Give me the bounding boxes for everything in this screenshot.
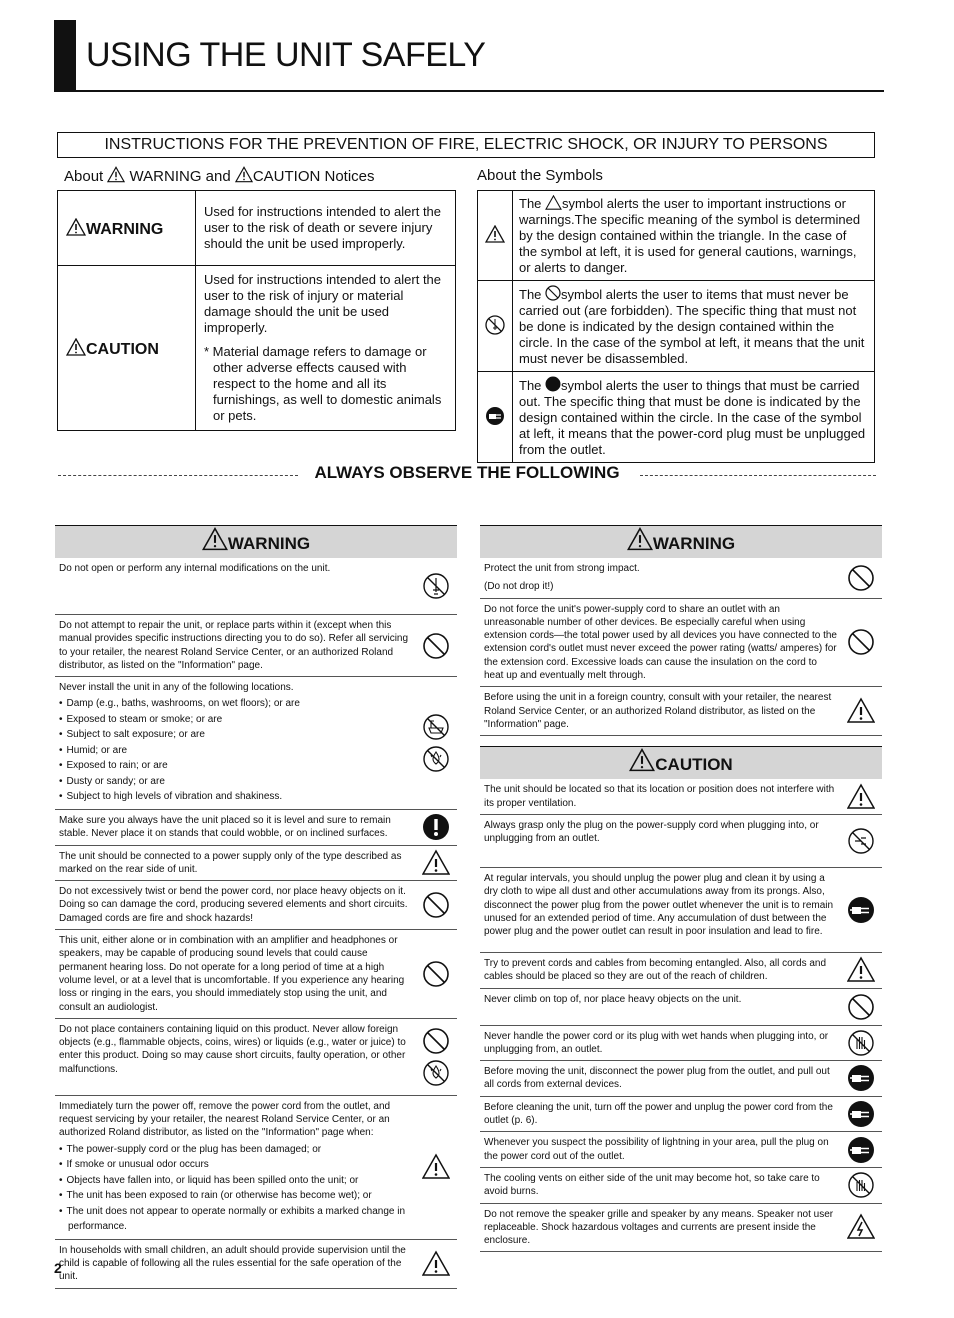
bullet-list: [59, 1142, 413, 1235]
safety-item: [480, 815, 882, 868]
safety-item-text: Never install the unit in any of the following locations.: [59, 682, 294, 694]
prohibit-icon: [847, 564, 875, 592]
safety-item-text: Do not attempt to repair the unit, or replace parts within it (except when this manual provides specific instructions directing you to do so). Refer all servicing to your retailer, the nearest Roland Service Center, or an authorized Roland distributor, as listed on the "Information" page.: [59, 620, 409, 671]
safety-item-text: Do not open or perform any internal modifications on the unit.: [59, 563, 331, 574]
safety-item-text: Immediately turn the power off, remove the power cord from the outlet, and request servicing by your retailer, the nearest Roland Service Center, or an authorized Roland distributor, as listed on the "Information" page when:: [59, 1100, 391, 1139]
safety-item-text: Make sure you always have the unit placed so it is level and sure to remain stable. Never place it on stands that could wobble, or on inclined surfaces.: [59, 814, 391, 840]
bullet-item: • Damp (e.g., baths, washrooms, on wet floors); or are: [68, 696, 413, 712]
safety-icons: [843, 953, 879, 988]
safety-icons: [843, 815, 879, 867]
safety-item: [480, 1061, 882, 1097]
warning-triangle-icon: [107, 166, 125, 183]
safety-item: [480, 558, 882, 599]
caution-label-cell: [58, 266, 196, 431]
safety-icons: [418, 846, 454, 881]
safety-item-text: The unit should be connected to a power supply only of the type described as marked on the rear side of unit.: [59, 850, 402, 875]
bullet-item: • Dusty or sandy; or are: [68, 774, 413, 790]
safety-icons: [418, 1019, 454, 1095]
caution-icon: [422, 1153, 450, 1181]
symbol-description: The symbol alerts the user to important instructions or warnings.The specific meaning of the symbol is determined by the design contained within the triangle. In the case of the symbol at left, it is used for general cautions, warnings, or alerts to danger.: [513, 191, 875, 281]
safety-icons: [843, 1097, 879, 1132]
triangle-icon: [545, 195, 562, 210]
prohibit-icon: [847, 993, 875, 1021]
warning-triangle-icon: [627, 527, 653, 551]
bullet-item: • Objects have fallen into, or liquid has been spilled onto the unit; or: [68, 1173, 413, 1189]
filled-circle-icon: [545, 376, 561, 392]
safety-item-text: Never climb on top of, nor place heavy objects on the unit.: [484, 993, 742, 1005]
safety-item: [55, 1240, 457, 1289]
caution-description: Used for instructions intended to alert the user to the risk of injury or material damage should the unit be used improperly.: [204, 272, 442, 335]
safety-icons: [418, 558, 454, 614]
bullet-item: • Exposed to rain; or are: [68, 758, 413, 774]
safety-item: [480, 1097, 882, 1133]
caution-header: CAUTION: [480, 746, 882, 779]
safety-item: [55, 558, 457, 615]
prohibit-icon: [422, 1027, 450, 1055]
warning-triangle-icon: [66, 218, 86, 236]
safety-item-text: This unit, either alone or in combination with an amplifier and headphones or speakers, may be capable of producing sound levels that could cause permanent hearing loss. Do not operate for a long period of time at a high volume level, or at a level that is uncomfortable. If you experience any hearing loss or ringing in the ears, you should immediately stop using the unit, and consult an audiologist.: [59, 935, 405, 1013]
caution-triangle-icon: [66, 338, 86, 356]
safety-item: [480, 1026, 882, 1062]
safety-item-text: Do not excessively twist or bend the power cord, nor place heavy objects on it. Doing so can damage the cord, producing severed elements and short circuits. Damaged cords are fire and shock hazards!: [59, 886, 408, 924]
caution-description-cell: [196, 266, 456, 431]
page-title: USING THE UNIT SAFELY: [86, 36, 486, 74]
bullet-item: • If smoke or unusual odor occurs: [68, 1157, 413, 1173]
safety-icons: [843, 1132, 879, 1167]
safety-item-text: Try to prevent cords and cables from becoming entangled. Also, all cords and cables should be placed so they are out of the reach of children.: [484, 957, 827, 983]
safety-item-text: Whenever you suspect the possibility of lightning in your area, pull the plug on the power cord out of the outlet.: [484, 1137, 829, 1162]
bullet-item: • The power-supply cord or the plug has been damaged; or: [68, 1142, 413, 1158]
bullet-item: • The unit has been exposed to rain (or otherwise has become wet); or: [68, 1188, 413, 1204]
no-disassemble-icon: [422, 572, 450, 600]
no-pull-icon: [847, 827, 875, 855]
notices-table: [57, 190, 456, 431]
symbols-table: [477, 190, 875, 463]
safety-item-text: Protect the unit from strong impact.: [484, 563, 640, 574]
unplug-icon: [847, 1064, 875, 1092]
right-caution-list: [480, 779, 882, 1252]
symbol-cell: [478, 191, 513, 281]
divider-right: [640, 475, 876, 476]
safety-icons: [843, 599, 879, 687]
unplug-icon: [484, 405, 506, 427]
safety-item-text: In households with small children, an adult should provide supervision until the child is capable of following all the rules essential for the safe operation of the unit.: [59, 1244, 406, 1283]
safety-item: [480, 599, 882, 688]
caution-label: CAUTION: [86, 340, 159, 358]
symbol-cell: [478, 372, 513, 463]
left-warning-column: [55, 525, 457, 1289]
warning-label-cell: [58, 191, 196, 266]
caution-icon: [422, 849, 450, 877]
safety-item: [480, 779, 882, 815]
caution-note: * Material damage refers to damage or other adverse effects caused with respect to the home and all its furnishings, as well to domestic animals or pets.: [204, 344, 442, 423]
unplug-icon: [847, 896, 875, 924]
prohibit-icon: [847, 628, 875, 656]
safety-icons: [843, 1061, 879, 1096]
safety-item-text: Do not place containers containing liquid on this product. Never allow foreign objects (e.g., flammable objects, coins, wires) or liquids (e.g., water or juice) to enter this product. Doing so may cause short circuits, faulty operation, or other malfunctions.: [59, 1023, 406, 1075]
mandatory-icon: [422, 813, 450, 841]
safety-item: [480, 1168, 882, 1204]
safety-icons: [418, 930, 454, 1018]
safety-item: [55, 930, 457, 1019]
shock-icon: [847, 1213, 875, 1241]
safety-icons: [843, 1204, 879, 1252]
safety-item: [55, 677, 457, 810]
safety-item: [480, 1132, 882, 1168]
symbol-description: The symbol alerts the user to items that must never be carried out (are forbidden). The specific thing that must not be done is indicated by the design contained within the circle. In the case of the symbol at left, it means that the unit must never be disassembled.: [513, 281, 875, 372]
bullet-item: • Humid; or are: [68, 743, 413, 759]
safety-item-text: Do not force the unit's power-supply cord to share an outlet with an unreasonable number of other devices. Be especially careful when using extension cords—the total power used by all devices you have connected to the extension cord's outlet must never exceed the power rating (watts/ amperes) for the extension cord. Excessive loads can cause the insulation on the cord to heat up and eventually melt through.: [484, 603, 837, 682]
unplug-icon: [847, 1100, 875, 1128]
always-observe-heading: ALWAYS OBSERVE THE FOLLOWING: [314, 463, 620, 482]
safety-item: [480, 868, 882, 953]
no-bath-icon: [422, 713, 450, 741]
safety-item-text: Do not remove the speaker grille and speaker by any means. Speaker not user replaceable. Shock hazardous voltages and currents are present inside the enclosure.: [484, 1208, 834, 1247]
safety-icons: [843, 687, 879, 735]
title-bar: [54, 20, 76, 92]
bullet-item: • Exposed to steam or smoke; or are: [68, 712, 413, 728]
safety-item: [55, 1096, 457, 1240]
left-warning-header: WARNING: [55, 525, 457, 558]
caution-icon: [422, 1250, 450, 1278]
safety-item: [480, 1204, 882, 1253]
caution-icon: [847, 956, 875, 984]
prohibit-icon: [422, 632, 450, 660]
symbol-cell: [478, 281, 513, 372]
safety-item: [55, 615, 457, 677]
caution-icon: [847, 697, 875, 725]
safety-icons: [418, 1240, 454, 1288]
safety-item: [480, 687, 882, 736]
safety-item: [480, 989, 882, 1026]
warning-triangle-icon: [202, 527, 228, 551]
divider-left: [58, 475, 298, 476]
safety-item-text: Before cleaning the unit, turn off the power and unplug the power cord from the outlet (p. 6).: [484, 1101, 833, 1127]
about-symbols-heading: About the Symbols: [477, 167, 603, 184]
safety-item-text: The unit should be located so that its location or position does not interfere with its proper ventilation.: [484, 784, 835, 809]
prohibit-icon: [422, 960, 450, 988]
prohibit-circle-icon: [545, 285, 561, 301]
safety-icons: [843, 1168, 879, 1203]
right-warning-list: [480, 558, 882, 736]
bullet-item: • Subject to high levels of vibration and shakiness.: [68, 789, 413, 805]
bullet-list: [59, 696, 413, 805]
about-notices-heading: About WARNING and CAUTION Notices: [64, 168, 375, 185]
no-wet-hands-icon: [847, 1029, 875, 1057]
safety-item: [55, 881, 457, 930]
safety-icons: [418, 881, 454, 929]
warning-triangle-icon: [235, 166, 253, 183]
instructions-banner: INSTRUCTIONS FOR THE PREVENTION OF FIRE, ELECTRIC SHOCK, OR INJURY TO PERSONS: [57, 132, 875, 158]
no-water-icon: [422, 1059, 450, 1087]
safety-item: [55, 1019, 457, 1096]
safety-item: [55, 846, 457, 882]
safety-icons: [843, 989, 879, 1025]
page-number: 2: [54, 1260, 62, 1276]
right-column: [480, 525, 882, 1252]
warning-label: WARNING: [86, 220, 164, 238]
safety-icons: [418, 1096, 454, 1239]
safety-item-text: Before moving the unit, disconnect the power plug from the outlet, and pull out all cords from external devices.: [484, 1066, 830, 1091]
safety-icons: [843, 1026, 879, 1061]
prohibit-icon: [422, 891, 450, 919]
safety-icons: [418, 810, 454, 845]
safety-item-text: Always grasp only the plug on the power-supply cord when plugging into, or unplugging from an outlet.: [484, 819, 819, 845]
safety-icons: [843, 868, 879, 952]
safety-item-text: The cooling vents on either side of the unit may become hot, so take care to avoid burns.: [484, 1172, 820, 1198]
title-rule: [54, 90, 884, 92]
safety-item-text: (Do not drop it!): [484, 581, 554, 593]
warning-description: Used for instructions intended to alert the user to the risk of death or severe injury should the unit be used improperly.: [196, 191, 456, 266]
safety-item: [480, 953, 882, 989]
symbol-description: The symbol alerts the user to things that must be carried out. The specific thing that must be done is indicated by the design contained within the circle. In the case of the symbol at left, it means that the power-cord plug must be unplugged from the outlet.: [513, 372, 875, 463]
warning-triangle-icon: [485, 225, 505, 243]
left-item-list: [55, 558, 457, 1289]
safety-item-text: Never handle the power cord or its plug with wet hands when plugging into, or unplugging from, an outlet.: [484, 1030, 829, 1055]
safety-item-text: Before using the unit in a foreign country, consult with your retailer, the nearest Roland Service Center, or an authorized Roland distributor, as listed on the "Information" page.: [484, 692, 832, 730]
safety-icons: [843, 558, 879, 598]
caution-triangle-icon: [629, 748, 655, 772]
right-warning-header: WARNING: [480, 525, 882, 558]
bullet-item: • Subject to salt exposure; or are: [68, 727, 413, 743]
safety-icons: [418, 615, 454, 676]
no-water-icon: [422, 745, 450, 773]
safety-icons: [418, 677, 454, 809]
caution-icon: [847, 783, 875, 811]
no-disassembly-icon: [484, 314, 506, 336]
safety-item: [55, 810, 457, 846]
safety-item-text: At regular intervals, you should unplug the power plug and clean it by using a dry cloth to wipe all dust and other accumulations away from its prongs. Also, disconnect the power plug from the power outlet whenever the unit is to remain unused for an extended period of time. Any accumulation of dust between the power plug and the power outlet can result in poor insulation and lead to fire.: [484, 872, 834, 938]
hot-icon: [847, 1171, 875, 1199]
bullet-item: • The unit does not appear to operate normally or exhibits a marked change in performance.: [68, 1204, 413, 1235]
unplug-icon: [847, 1136, 875, 1164]
safety-icons: [843, 779, 879, 814]
